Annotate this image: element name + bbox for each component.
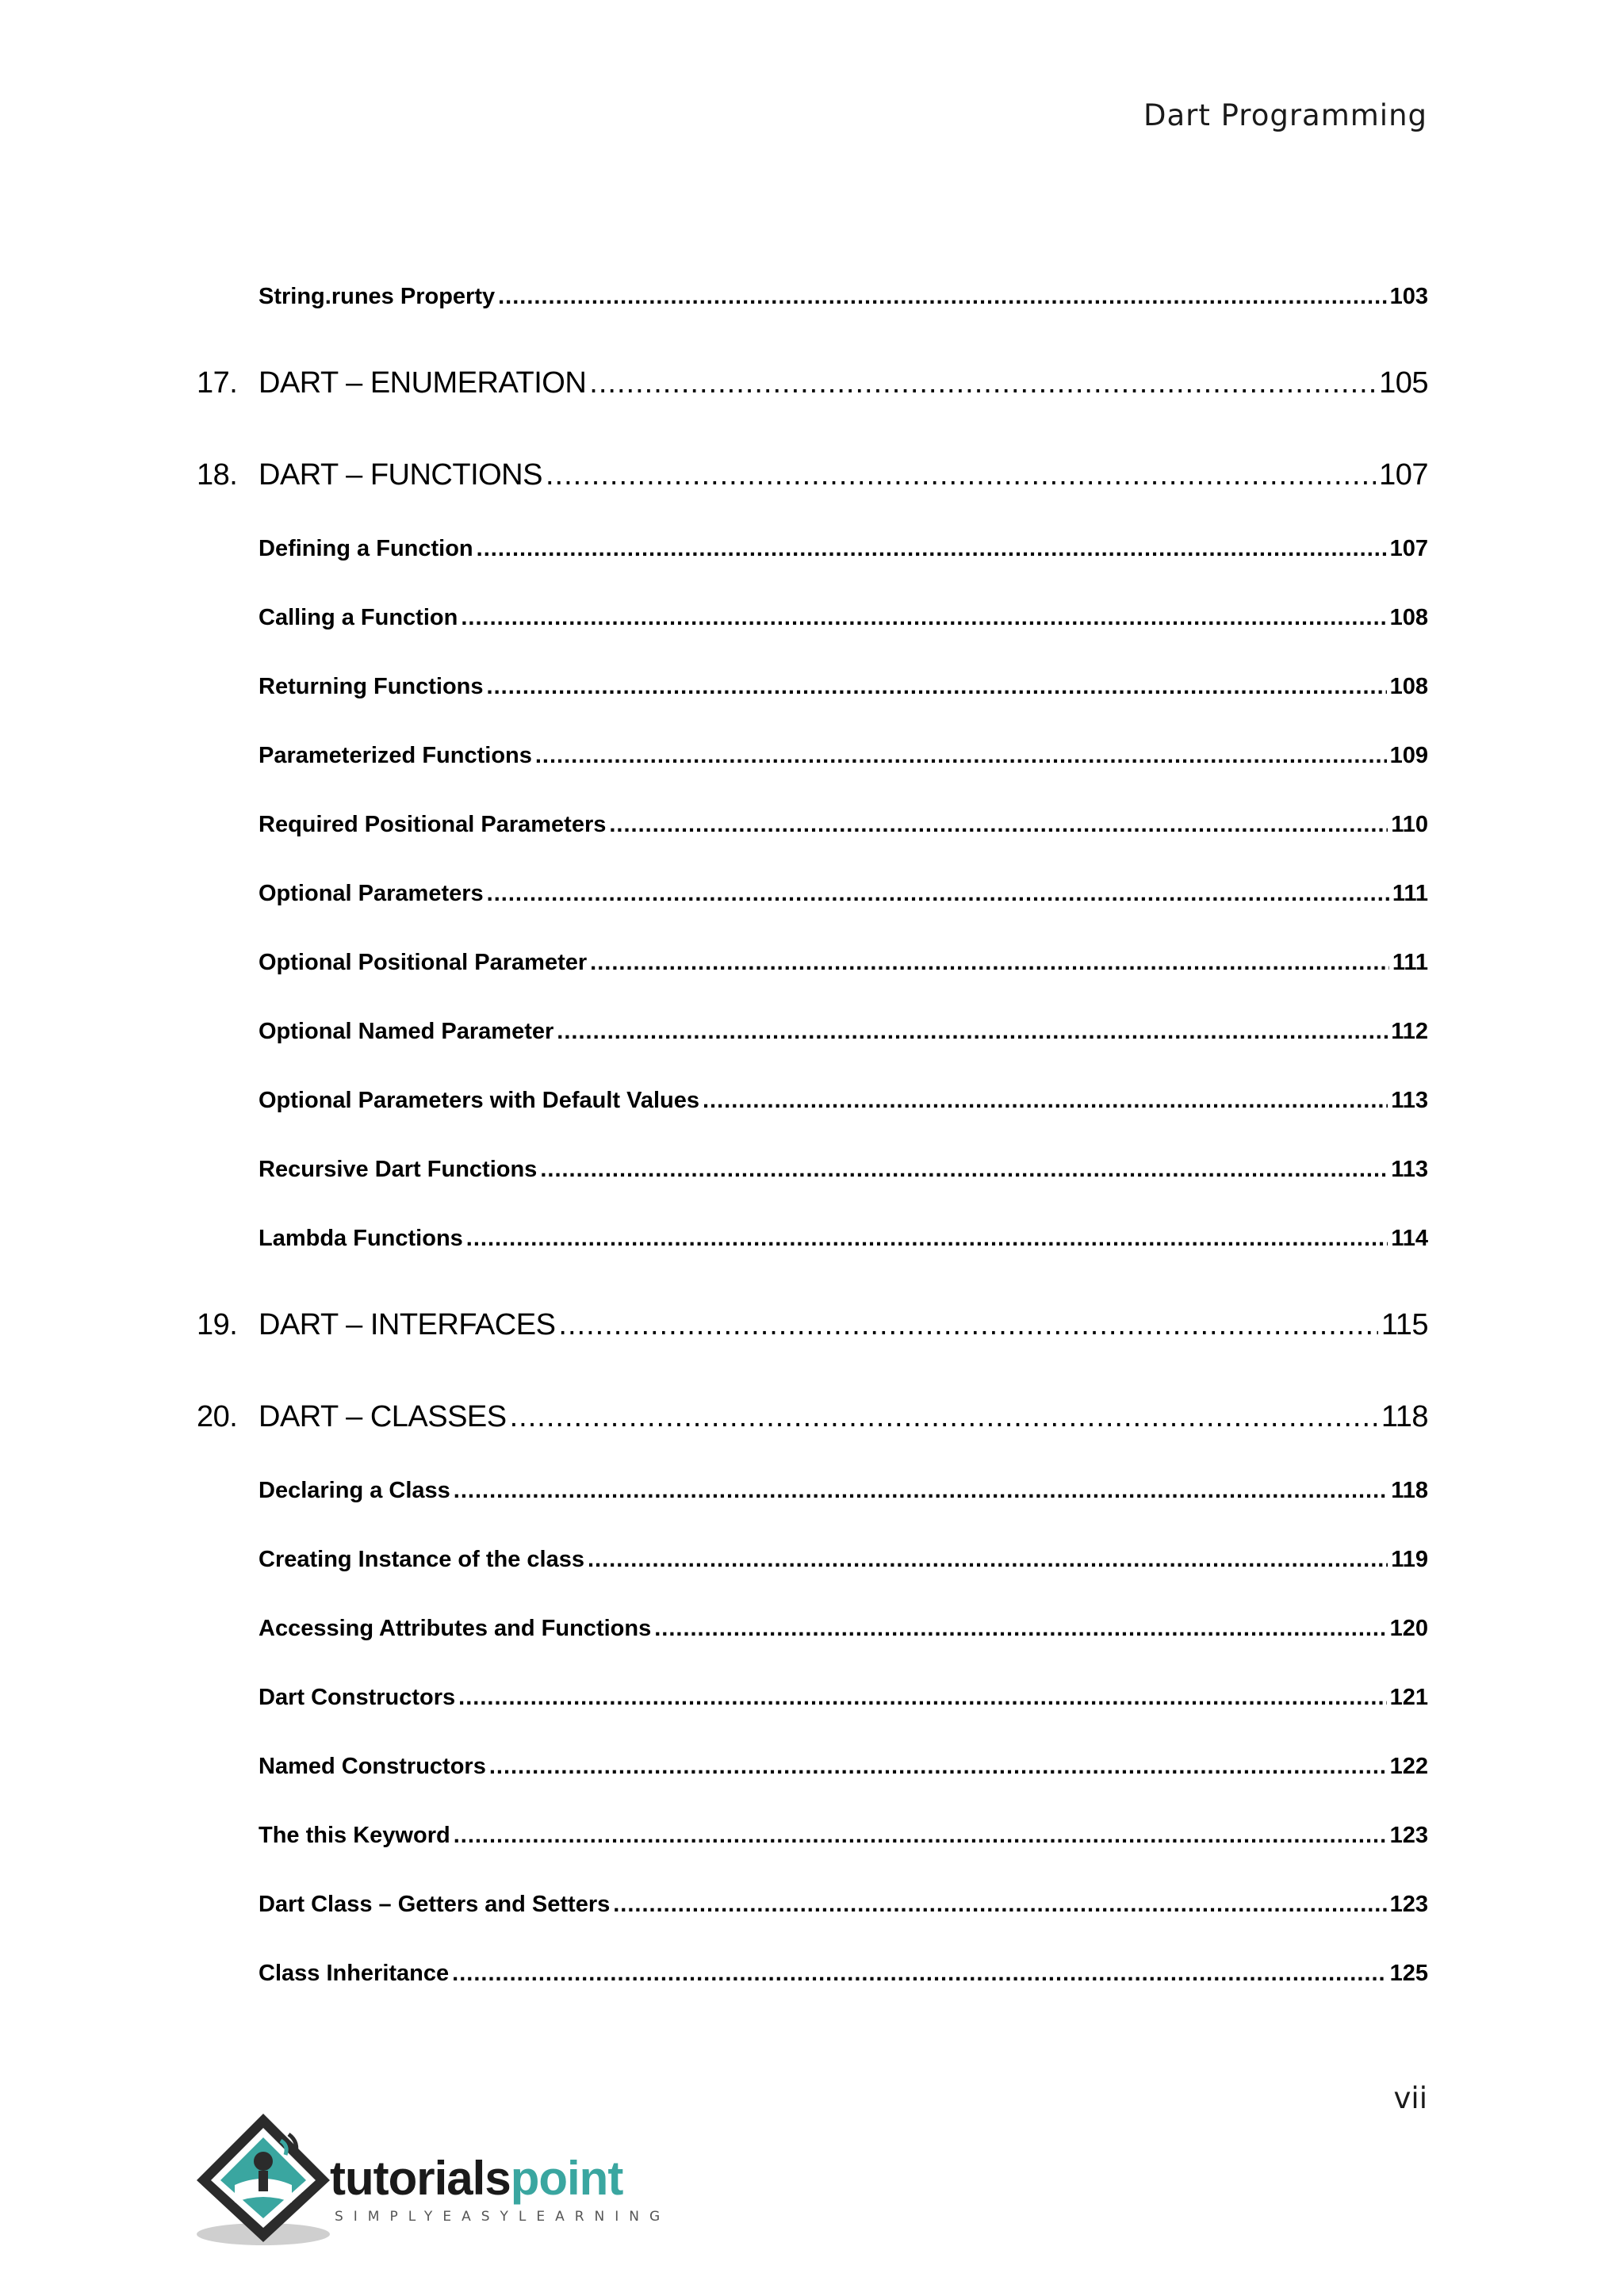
toc-section-entry[interactable]	[259, 1754, 1428, 1780]
toc-entry-label: Optional Named Parameter	[259, 1019, 554, 1044]
toc-entry-label: Optional Positional Parameter	[259, 950, 588, 975]
toc-dot-leader	[535, 743, 1387, 769]
toc-chapter-number: 18.	[197, 458, 238, 492]
toc-entry-label: Parameterized Functions	[259, 743, 532, 768]
toc-section-entry[interactable]	[259, 1088, 1428, 1114]
toc-page-number: 108	[1389, 605, 1428, 630]
toc-section-entry[interactable]	[259, 743, 1428, 769]
toc-dot-leader	[498, 284, 1386, 310]
toc-entry-label: Declaring a Class	[259, 1478, 450, 1503]
toc-chapter-entry[interactable]	[197, 1400, 1428, 1434]
toc-section-entry[interactable]	[259, 284, 1428, 310]
toc-page-number: 110	[1391, 812, 1428, 837]
toc-entry-label: Optional Parameters with Default Values	[259, 1088, 699, 1113]
toc-dot-leader	[703, 1088, 1388, 1114]
toc-page-number: 111	[1392, 881, 1428, 906]
toc-chapter-number: 20.	[197, 1400, 238, 1433]
toc-entry-label: DART – FUNCTIONS	[259, 458, 542, 492]
toc-dot-leader	[466, 1226, 1388, 1252]
toc-dot-leader	[458, 1685, 1386, 1711]
toc-section-entry[interactable]	[259, 1892, 1428, 1918]
toc-page-number: 123	[1389, 1823, 1428, 1848]
toc-entry-label: Required Positional Parameters	[259, 812, 607, 837]
toc-dot-leader	[654, 1616, 1386, 1642]
toc-section-entry[interactable]	[259, 1157, 1428, 1183]
toc-dot-leader	[589, 366, 1376, 400]
toc-entry-label: Accessing Attributes and Functions	[259, 1616, 652, 1641]
toc-entry-label: The this Keyword	[259, 1823, 450, 1848]
toc-entry-label: Named Constructors	[259, 1754, 486, 1779]
toc-dot-leader	[487, 881, 1389, 907]
toc-section-entry[interactable]	[259, 605, 1428, 631]
toc-chapter-entry[interactable]	[197, 1308, 1428, 1342]
toc-entry-label: Recursive Dart Functions	[259, 1157, 538, 1182]
toc-dot-leader	[461, 605, 1386, 631]
toc-section-entry[interactable]	[259, 536, 1428, 562]
toc-page-number: 113	[1391, 1088, 1428, 1113]
toc-dot-leader	[546, 458, 1376, 492]
logo-wordmark	[330, 2152, 623, 2205]
toc-entry-label: Dart Class – Getters and Setters	[259, 1892, 611, 1917]
toc-dot-leader	[489, 1754, 1387, 1780]
toc-dot-leader	[477, 536, 1387, 562]
toc-entry-label: Lambda Functions	[259, 1226, 463, 1251]
toc-section-entry[interactable]	[259, 1478, 1428, 1504]
toc-page-number: 120	[1389, 1616, 1428, 1641]
page-number: vii	[1393, 2081, 1427, 2115]
toc-page-number: 125	[1389, 1961, 1428, 1986]
toc-page-number: 118	[1391, 1478, 1428, 1503]
toc-dot-leader	[487, 674, 1387, 700]
toc-dot-leader	[540, 1157, 1388, 1183]
toc-entry-label: Optional Parameters	[259, 881, 484, 906]
toc-entry-label: Dart Constructors	[259, 1685, 456, 1710]
toc-page-number: 118	[1381, 1400, 1428, 1433]
toc-entry-label: Calling a Function	[259, 605, 458, 630]
logo-word-accent: point	[510, 2152, 623, 2205]
toc-page-number: 119	[1391, 1547, 1428, 1572]
toc-section-entry[interactable]	[259, 950, 1428, 976]
toc-page-number: 122	[1389, 1754, 1428, 1779]
toc-dot-leader	[609, 812, 1388, 838]
logo-word-dark: tutorials	[330, 2152, 511, 2205]
logo-emblem-icon	[193, 2109, 336, 2252]
toc-page-number: 111	[1392, 950, 1428, 975]
toc-chapter-entry[interactable]	[197, 458, 1428, 492]
toc-entry-label: Creating Instance of the class	[259, 1547, 584, 1572]
toc-section-entry[interactable]	[259, 1685, 1428, 1711]
toc-page-number: 103	[1389, 284, 1428, 309]
toc-entry-label: Class Inheritance	[259, 1961, 450, 1986]
logo-tagline: SIMPLYEASYLEARNING	[335, 2209, 671, 2225]
toc-page-number: 113	[1391, 1157, 1428, 1182]
toc-entry-label: DART – INTERFACES	[259, 1308, 556, 1341]
toc-page-number: 108	[1389, 674, 1428, 699]
tutorialspoint-logo	[193, 2109, 671, 2252]
toc-section-entry[interactable]	[259, 812, 1428, 838]
toc-section-entry[interactable]	[259, 1019, 1428, 1045]
running-header-title: Dart Programming	[1143, 98, 1427, 132]
toc-dot-leader	[454, 1478, 1388, 1504]
toc-entry-label: Returning Functions	[259, 674, 484, 699]
toc-dot-leader	[510, 1400, 1378, 1434]
toc-section-entry[interactable]	[259, 1616, 1428, 1642]
toc-chapter-number: 19.	[197, 1308, 238, 1341]
toc-page-number: 107	[1379, 458, 1428, 492]
toc-page-number: 107	[1389, 536, 1428, 561]
toc-dot-leader	[590, 950, 1389, 976]
toc-page-number: 114	[1391, 1226, 1428, 1251]
toc-chapter-number: 17.	[197, 366, 238, 400]
toc-chapter-entry[interactable]	[197, 366, 1428, 400]
toc-section-entry[interactable]	[259, 674, 1428, 700]
toc-section-entry[interactable]	[259, 1226, 1428, 1252]
toc-dot-leader	[557, 1019, 1388, 1045]
toc-entry-label: DART – ENUMERATION	[259, 366, 587, 400]
toc-page-number: 109	[1389, 743, 1428, 768]
toc-page-number: 123	[1389, 1892, 1428, 1917]
toc-dot-leader	[588, 1547, 1388, 1573]
toc-dot-leader	[558, 1308, 1377, 1342]
toc-entry-label: DART – CLASSES	[259, 1400, 507, 1433]
toc-entry-label: Defining a Function	[259, 536, 473, 561]
toc-page-number: 112	[1391, 1019, 1428, 1044]
toc-entry-label: String.runes Property	[259, 284, 496, 309]
toc-page-number: 115	[1381, 1308, 1428, 1341]
toc-section-entry[interactable]	[259, 1961, 1428, 1987]
toc-page-number: 105	[1379, 366, 1428, 400]
toc-dot-leader	[452, 1961, 1386, 1987]
toc-section-entry[interactable]	[259, 881, 1428, 907]
toc-section-entry[interactable]	[259, 1547, 1428, 1573]
toc-dot-leader	[613, 1892, 1386, 1918]
toc-dot-leader	[454, 1823, 1387, 1849]
toc-section-entry[interactable]	[259, 1823, 1428, 1849]
toc-page-number: 121	[1389, 1685, 1428, 1710]
